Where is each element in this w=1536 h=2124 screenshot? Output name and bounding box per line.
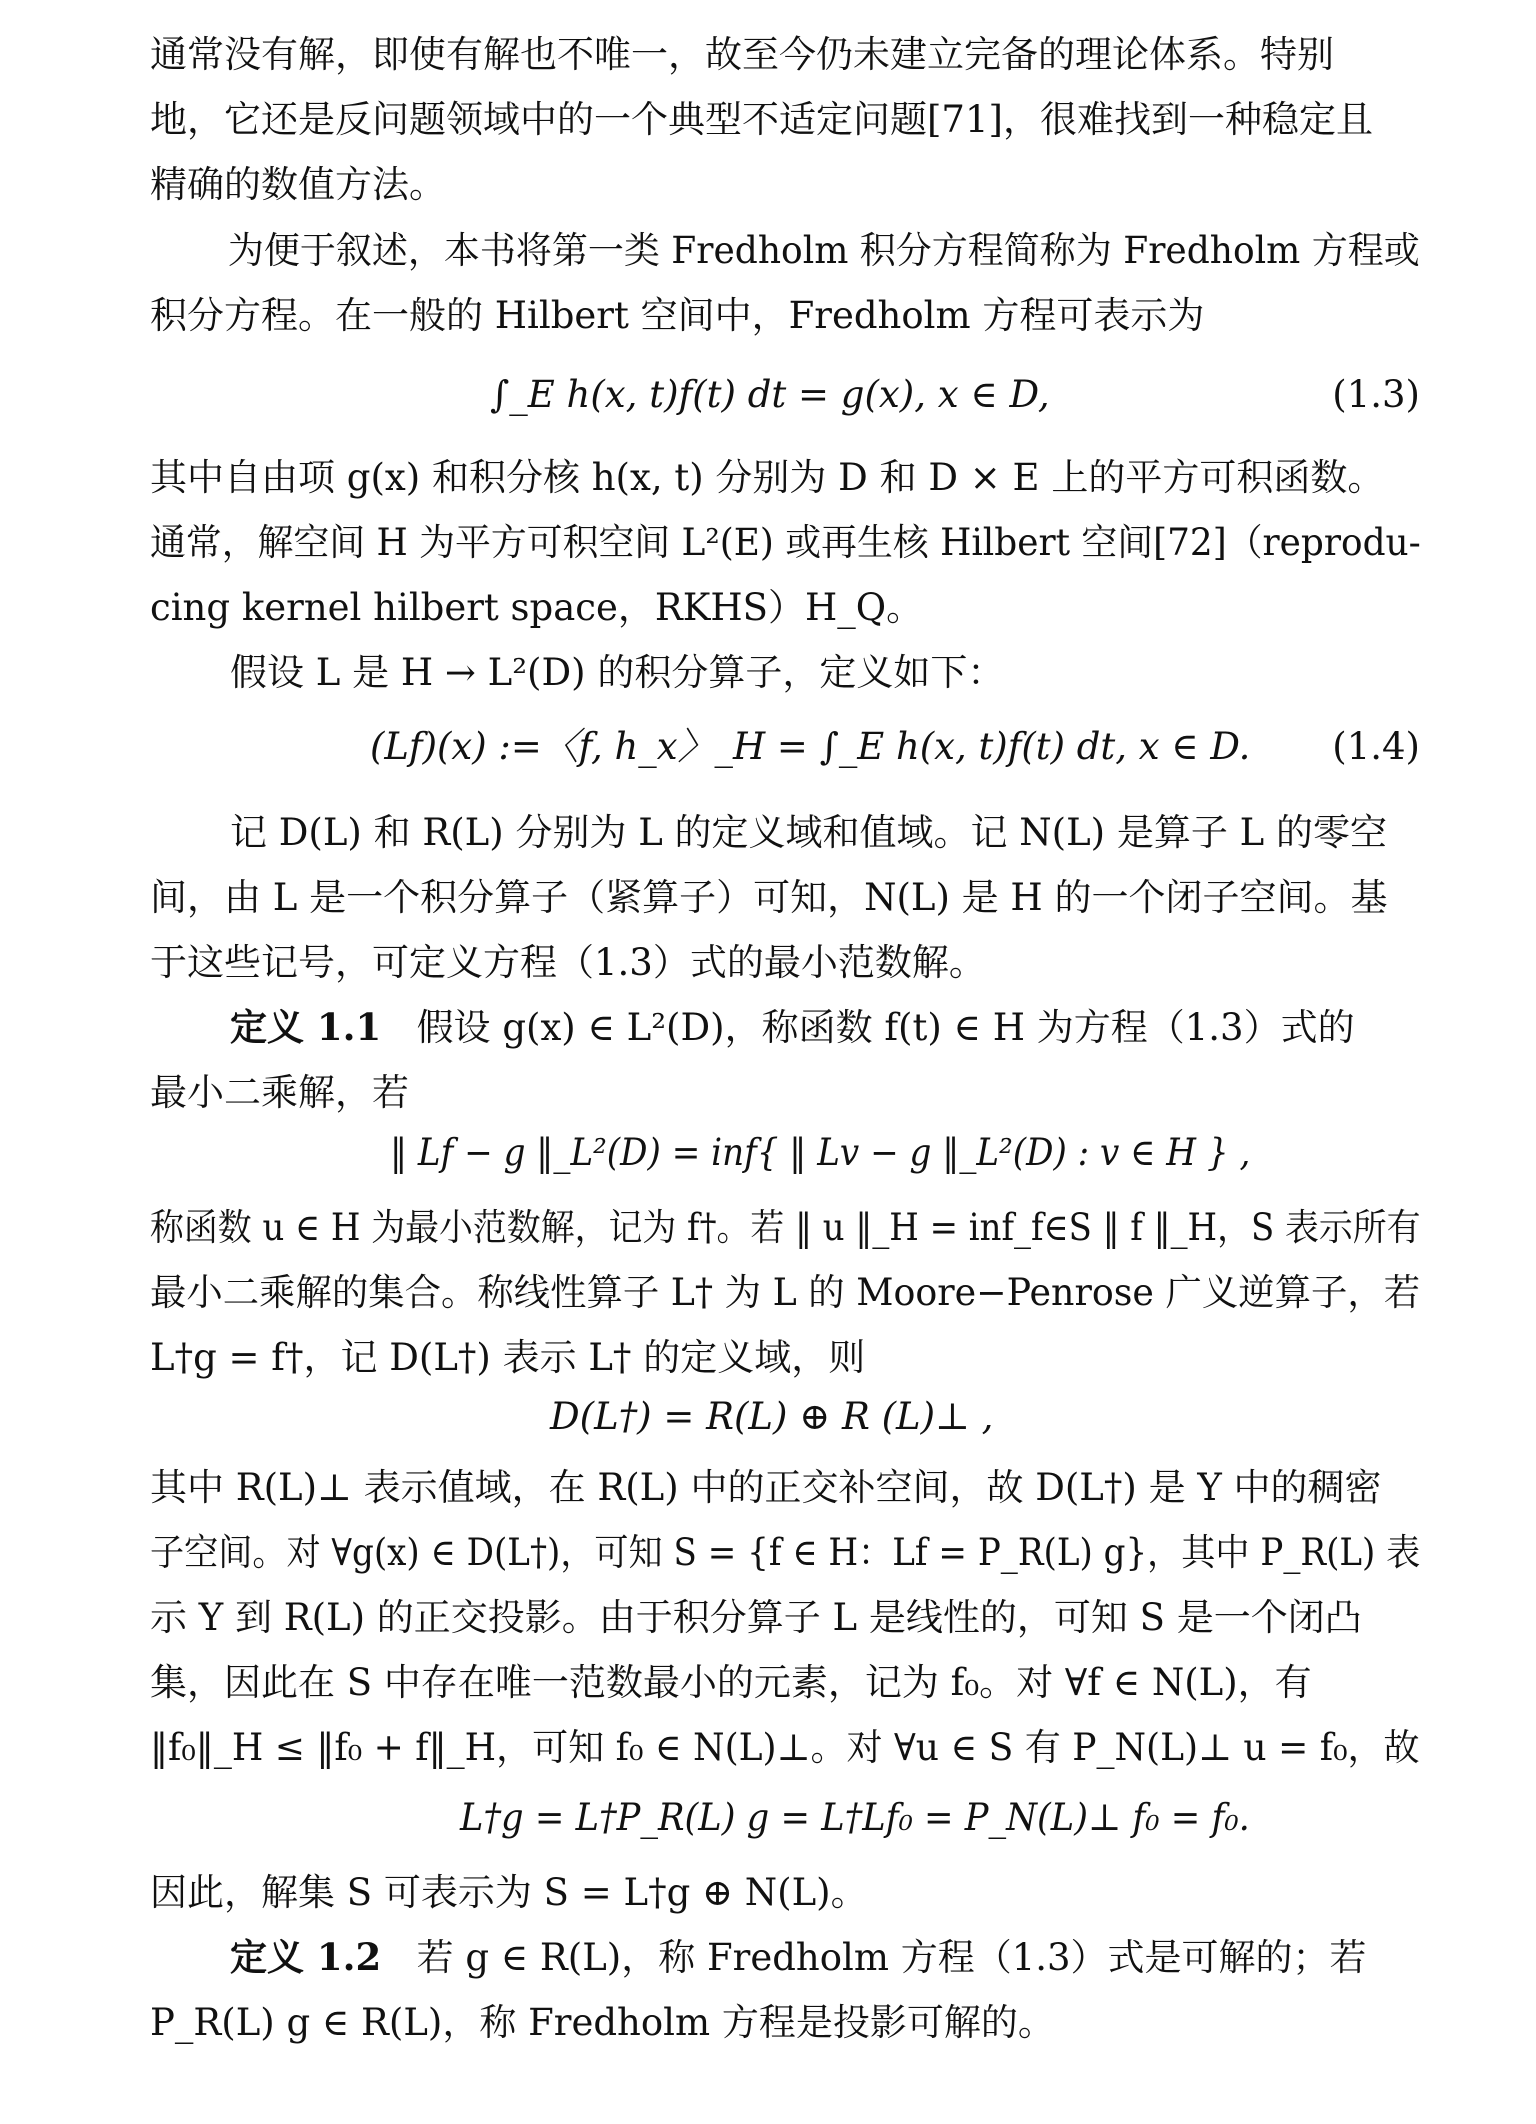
paragraph-intro bbox=[150, 22, 1420, 217]
definition-title: 定义 1.2 bbox=[230, 1935, 382, 1979]
equation-body: ‖ Lf − g ‖_L²(D) = inf{ ‖ Lv − g ‖_L²(D) : v ∈ H } , bbox=[390, 1131, 1251, 1174]
paragraph-solution-set bbox=[150, 1860, 1420, 1925]
paragraph-projection bbox=[150, 1455, 1420, 1780]
text-line: P_R(L) g ∈ R(L)，称 Fredholm 方程是投影可解的。 bbox=[150, 2001, 1055, 2044]
text-line: 最小二乘解，若 bbox=[150, 1071, 409, 1114]
equation-body: (Lf)(x) :=〈f, h_x〉_H = ∫_E h(x, t)f(t) dt, x ∈ D. bbox=[370, 725, 1251, 768]
text-line: 示 Y 到 R(L) 的正交投影。由于积分算子 L 是线性的，可知 S 是一个闭凸 bbox=[150, 1596, 1362, 1639]
equation-body: ∫_E h(x, t)f(t) dt = g(x), x ∈ D, bbox=[490, 373, 1050, 416]
equation-domain bbox=[150, 1382, 1420, 1452]
text-line: cing kernel hilbert space，RKHS）H_Q。 bbox=[150, 586, 924, 629]
text-line: 于这些记号，可定义方程（1.3）式的最小范数解。 bbox=[150, 941, 986, 984]
equation-1-3 bbox=[150, 360, 1420, 430]
equation-body: D(L†) = R(L) ⊕ R (L)⊥ , bbox=[550, 1395, 994, 1438]
text-line: 集，因此在 S 中存在唯一范数最小的元素，记为 f₀。对 ∀f ∈ N(L)，有 bbox=[150, 1661, 1312, 1704]
text-line: 假设 L 是 H → L²(D) 的积分算子，定义如下： bbox=[230, 651, 1005, 694]
text-line: 因此，解集 S 可表示为 S = L†g ⊕ N(L)。 bbox=[150, 1871, 868, 1914]
paragraph-notation bbox=[150, 800, 1420, 995]
equation-body: L†g = L†P_R(L) g = L†Lf₀ = P_N(L)⊥ f₀ = f₀. bbox=[460, 1796, 1250, 1839]
definition-text: 假设 g(x) ∈ L²(D)，称函数 f(t) ∈ H 为方程（1.3）式的 bbox=[416, 1006, 1355, 1049]
text-line bbox=[150, 995, 1420, 1060]
text-line: L†g = f†，记 D(L†) 表示 L† 的定义域，则 bbox=[150, 1336, 866, 1379]
definition-title: 定义 1.1 bbox=[230, 1005, 382, 1049]
text-line: 通常没有解，即使有解也不唯一，故至今仍未建立完备的理论体系。特别 bbox=[150, 33, 1334, 76]
text-line: 地，它还是反问题领域中的一个典型不适定问题[71]，很难找到一种稳定且 bbox=[150, 98, 1373, 141]
text-line: 为便于叙述，本书将第一类 Fredholm 积分方程简称为 Fredholm 方程或 bbox=[227, 229, 1420, 272]
definition-1-1 bbox=[150, 995, 1420, 1125]
paragraph-min-norm bbox=[150, 1195, 1420, 1390]
paragraph-kernel bbox=[150, 445, 1420, 640]
equation-number: (1.4) bbox=[1332, 725, 1420, 768]
text-line: 积分方程。在一般的 Hilbert 空间中，Fredholm 方程可表示为 bbox=[150, 294, 1205, 337]
paragraph-operator bbox=[150, 640, 1420, 705]
definition-text: 若 g ∈ R(L)，称 Fredholm 方程（1.3）式是可解的；若 bbox=[416, 1936, 1367, 1979]
definition-1-2 bbox=[150, 1925, 1420, 2055]
text-line: 子空间。对 ∀g(x) ∈ D(L†)，可知 S = {f ∈ H：Lf = P_R(L) g}，其中 P_R(L) 表 bbox=[150, 1531, 1421, 1574]
text-line: 称函数 u ∈ H 为最小范数解，记为 f†。若 ‖ u ‖_H = inf_f∈S ‖ f ‖_H，S 表示所有 bbox=[150, 1206, 1421, 1249]
equation-projection bbox=[150, 1783, 1420, 1853]
equation-least-squares bbox=[150, 1118, 1420, 1188]
text-line: 精确的数值方法。 bbox=[150, 163, 446, 206]
text-line: 其中自由项 g(x) 和积分核 h(x, t) 分别为 D 和 D × E 上的平方可积函数。 bbox=[150, 456, 1385, 499]
equation-number: (1.3) bbox=[1332, 373, 1420, 416]
text-line: 记 D(L) 和 R(L) 分别为 L 的定义域和值域。记 N(L) 是算子 L 的零空 bbox=[230, 811, 1387, 854]
text-line: 最小二乘解的集合。称线性算子 L† 为 L 的 Moore−Penrose 广义逆算子，若 bbox=[150, 1271, 1421, 1314]
paragraph-fredholm bbox=[150, 218, 1420, 348]
equation-1-4 bbox=[150, 712, 1420, 782]
text-line: 间，由 L 是一个积分算子（紧算子）可知，N(L) 是 H 的一个闭子空间。基 bbox=[150, 876, 1388, 919]
text-line bbox=[150, 1925, 1420, 1990]
text-line: ‖f₀‖_H ≤ ‖f₀ + f‖_H，可知 f₀ ∈ N(L)⊥。对 ∀u ∈ S 有 P_N(L)⊥ u = f₀，故 bbox=[150, 1726, 1420, 1769]
text-line: 通常，解空间 H 为平方可积空间 L²(E) 或再生核 Hilbert 空间[72]（reprodu- bbox=[150, 521, 1421, 564]
text-line: 其中 R(L)⊥ 表示值域，在 R(L) 中的正交补空间，故 D(L†) 是 Y 中的稠密 bbox=[150, 1466, 1382, 1509]
